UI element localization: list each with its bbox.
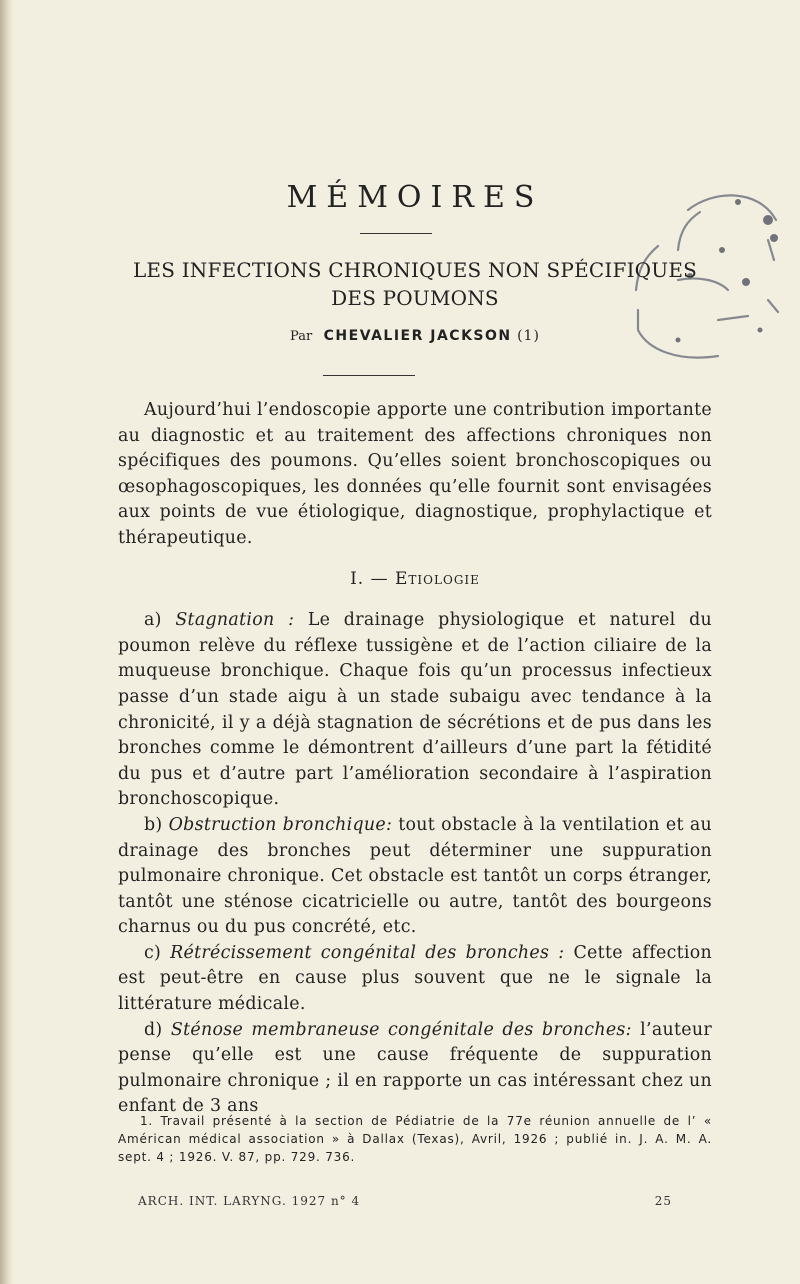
footnotes <box>118 1112 712 1166</box>
section-number: I. — <box>350 568 389 589</box>
intro-paragraph: Aujourd’hui l’endoscopie apporte une contribution importante au diagnostic et au traitement des affections chroniques non spécifiques des poumons. Qu’elles soient bronchoscopiques ou œsophagoscopiques, les données qu’elle fournit sont envisagées aux points de vue étiologique, diagnostique, prophylactique et thérapeutique. <box>118 400 712 548</box>
author-line <box>118 328 712 344</box>
paragraph-label: a) <box>144 610 162 631</box>
section-title: MÉMOIRES <box>286 180 544 215</box>
title-divider <box>360 233 432 234</box>
article-title <box>118 256 712 312</box>
book-spine-shadow <box>0 0 14 1284</box>
author-footnote-ref: (1) <box>517 328 540 344</box>
paragraph-heading: Obstruction bronchique: <box>168 814 393 835</box>
section-heading <box>118 567 712 593</box>
article-body <box>118 398 712 1120</box>
page-number: 25 <box>654 1194 672 1208</box>
journal-reference: ARCH. INT. LARYNG. 1927 n° 4 <box>138 1194 361 1208</box>
paragraph-d <box>118 1018 712 1120</box>
paragraph-text: l’auteur pense qu’elle est une cause fréquente de suppuration pulmonaire chronique ; il en rapporte un cas intéressant chez un enfant de 3 ans <box>118 1019 713 1117</box>
paragraph-a <box>118 608 712 813</box>
paragraph-c <box>118 941 712 1018</box>
paragraph-b <box>118 813 712 941</box>
author-divider <box>323 375 415 376</box>
paragraph-heading: Sténose membraneuse congénitale des bronches: <box>170 1019 632 1040</box>
paragraph-label: d) <box>144 1019 163 1040</box>
paragraph-label: b) <box>144 814 163 835</box>
author-name: CHEVALIER JACKSON <box>323 328 512 344</box>
paragraph-heading: Stagnation : <box>175 610 295 631</box>
paragraph-label: c) <box>144 942 162 963</box>
article-title-line-2: DES POUMONS <box>331 286 499 310</box>
paragraph-heading: Rétrécissement congénital des bronches : <box>170 942 565 963</box>
section-heading-title: Etiologie <box>395 568 480 589</box>
paragraph-text: Cette affection est peut-être en cause plus souvent que ne le signale la littérature médicale. <box>118 942 713 1015</box>
article-title-line-1: LES INFECTIONS CHRONIQUES NON SPÉCIFIQUES <box>132 258 698 282</box>
author-prefix: Par <box>290 329 313 344</box>
footnote-1: 1. Travail présenté à la section de Pédiatrie de la 77e réunion annuelle de l’ « Américan médical association » à Dallax (Texas), Avril, 1926 ; publié in. J. A. M. A. sept. 4 ; 1926. V. 87, pp. 729. 736. <box>118 1114 712 1164</box>
paragraph-text: Le drainage physiologique et naturel du poumon relève du réflexe tussigène et de l’action ciliaire de la muqueuse bronchique. Chaque fois qu’un processus infectieux passe d’un stade aigu à un stade subaigu avec tendance à la chronicité, il y a déjà stagnation de sécrétions et de pus dans les bronches comme le démontrent d’ailleurs d’une part la fétidité du pus et d’autre part l’amélioration secondaire à l’aspiration bronchoscopique. <box>118 610 713 810</box>
paragraph-text: tout obstacle à la ventilation et au drainage des bronches peut déterminer une suppuration pulmonaire chronique. Cet obstacle est tantôt un corps étranger, tantôt une sténose cicatricielle ou autre, tantôt des bourgeons charnus ou du pus concrété, etc. <box>118 814 712 938</box>
